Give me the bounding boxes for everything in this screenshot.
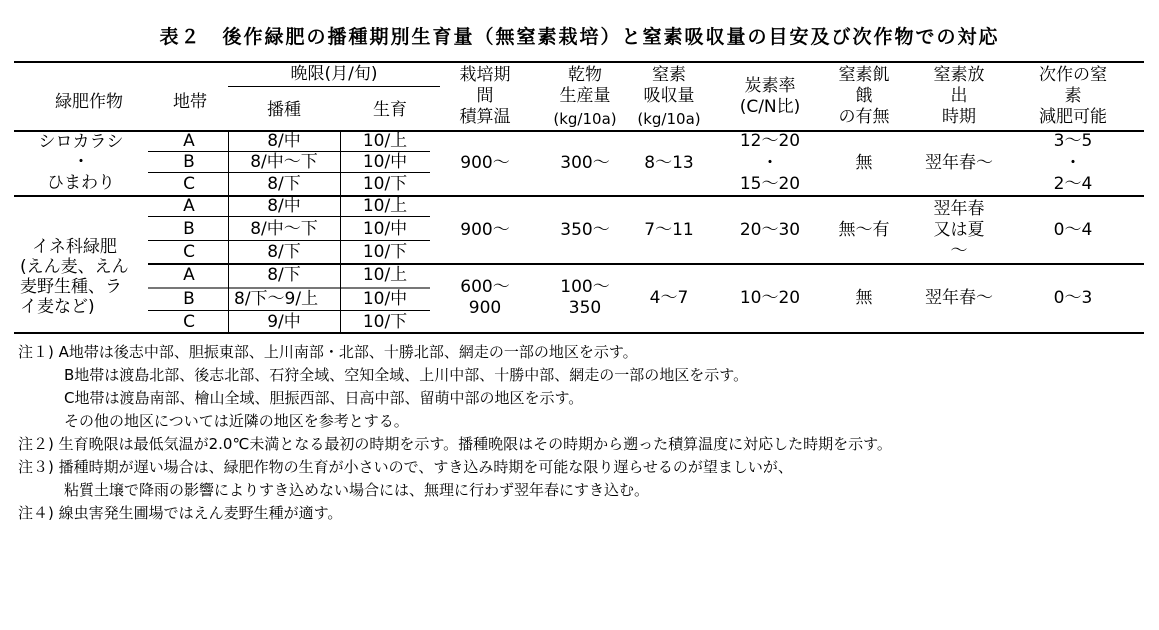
growth-cell: 10/下 — [362, 312, 408, 332]
growth-cell: 10/中 — [362, 219, 408, 239]
header-nitrogen-starvation: 餓 — [855, 86, 873, 106]
header-limit-group: 晩限(月/旬) — [290, 64, 378, 84]
header-dry-matter: 乾物 — [568, 65, 602, 85]
zone-cell: A — [183, 196, 195, 216]
header-dry-matter: 生産量 — [559, 86, 611, 106]
header-crop: 緑肥作物 — [55, 92, 123, 112]
nitrogen-release-cell: 〜 — [950, 241, 968, 261]
sowing-cell: 8/中〜下 — [250, 152, 318, 172]
fertilizer-reduction-cell: 0〜3 — [1053, 288, 1093, 308]
crop-name: シロカラシ — [38, 132, 124, 152]
sowing-cell: 8/下 — [267, 265, 301, 285]
zone-cell: B — [183, 152, 195, 172]
zone-cell: A — [183, 131, 195, 151]
sowing-cell: 9/中 — [267, 312, 301, 332]
note-line: 注２) 生育晩限は最低気温が2.0℃未満となる最初の時期を示す。播種晩限はその時期から遡った積算温度に対応した時期を示す。 — [18, 435, 892, 453]
header-fertilizer-reduction: 素 — [1064, 86, 1082, 106]
row-rule — [148, 216, 430, 217]
growth-cell: 10/下 — [362, 174, 408, 194]
note-line: B地帯は渡島北部、後志北部、石狩全域、空知全域、上川中部、十勝中部、網走の一部の地区を示す。 — [64, 366, 749, 384]
nitrogen-release-cell: 翌年春〜 — [925, 288, 993, 308]
header-nitrogen-release: 時期 — [942, 107, 976, 127]
header-cn-ratio: 炭素率 — [744, 76, 796, 96]
header-period: 栽培期 — [459, 65, 511, 85]
header-nitrogen-release: 窒素放 — [933, 65, 985, 85]
note-line: C地帯は渡島南部、檜山全域、胆振西部、日高中部、留萌中部の地区を示す。 — [64, 389, 584, 407]
header-period: 積算温 — [459, 107, 511, 127]
zone-cell: C — [183, 312, 195, 332]
cn-ratio-cell: 15〜20 — [739, 174, 801, 194]
sowing-cell: 8/下 — [267, 174, 301, 194]
nitrogen-uptake-cell: 8〜13 — [644, 153, 694, 173]
note-line: その他の地区については近隣の地区を参考とする。 — [64, 412, 409, 430]
zone-cell: C — [183, 174, 195, 194]
header-nitrogen-uptake: 窒素 — [652, 65, 686, 85]
row-rule — [148, 240, 430, 241]
crop-name: イネ科緑肥 — [32, 237, 117, 257]
crop-name: 麦野生種、ラ — [20, 277, 122, 297]
fertilizer-reduction-cell: 2〜4 — [1053, 174, 1093, 194]
zone-cell: A — [183, 265, 195, 285]
page-title: 表２ 後作緑肥の播種期別生育量（無窒素栽培）と窒素吸収量の目安及び次作物での対応 — [159, 26, 1000, 48]
header-nitrogen-starvation: 窒素飢 — [838, 65, 890, 85]
sowing-cell: 8/中 — [267, 131, 301, 151]
crop-name: イ麦など) — [20, 297, 95, 317]
crop-name: (えん麦、えん — [20, 257, 129, 277]
header-period: 間 — [476, 86, 494, 106]
dry-matter-cell: 100〜 — [560, 277, 610, 297]
fertilizer-reduction-cell: 3〜5 — [1053, 131, 1093, 151]
table-bottom-rule — [14, 332, 1144, 334]
growth-cell: 10/中 — [362, 289, 408, 309]
zone-cell: C — [183, 242, 195, 262]
header-fertilizer-reduction: 次作の窒 — [1039, 65, 1107, 85]
header-nitrogen-uptake-unit: (kg/10a) — [637, 110, 701, 128]
cn-ratio-cell: ・ — [761, 153, 779, 173]
cn-ratio-cell: 12〜20 — [739, 131, 801, 151]
growth-cell: 10/上 — [362, 196, 408, 216]
nitrogen-starvation-cell: 無〜有 — [838, 220, 890, 240]
header-sowing: 播種 — [267, 100, 301, 120]
nitrogen-starvation-cell: 無 — [855, 288, 873, 308]
period-cell: 600〜 — [460, 277, 510, 297]
header-zone: 地帯 — [173, 92, 207, 112]
dry-matter-cell: 350〜 — [560, 220, 610, 240]
nitrogen-uptake-cell: 7〜11 — [644, 220, 694, 240]
growth-cell: 10/上 — [362, 265, 408, 285]
note-line: 粘質土壌で降雨の影響によりすき込めない場合には、無理に行わず翌年春にすき込む。 — [64, 481, 650, 499]
crop-name: ・ — [72, 152, 90, 172]
growth-cell: 10/上 — [362, 131, 408, 151]
period-cell: 900 — [468, 298, 502, 318]
nitrogen-starvation-cell: 無 — [855, 153, 873, 173]
sowing-cell: 8/中 — [267, 196, 301, 216]
header-dry-matter-unit: (kg/10a) — [553, 110, 617, 128]
header-growth: 生育 — [373, 100, 407, 120]
nitrogen-release-cell: 翌年春〜 — [925, 153, 993, 173]
zone-cell: B — [183, 219, 195, 239]
row-rule — [148, 310, 430, 311]
header-nitrogen-release: 出 — [950, 86, 968, 106]
note-line: 注１) A地帯は後志中部、胆振東部、上川南部・北部、十勝北部、網走の一部の地区を示す。 — [18, 343, 638, 361]
nitrogen-uptake-cell: 4〜7 — [649, 288, 689, 308]
header-fertilizer-reduction: 減肥可能 — [1039, 107, 1107, 127]
dry-matter-cell: 300〜 — [560, 153, 610, 173]
growth-cell: 10/下 — [362, 242, 408, 262]
nitrogen-release-cell: 翌年春 — [933, 199, 985, 219]
note-line: 注４) 線虫害発生圃場ではえん麦野生種が適す。 — [18, 504, 343, 522]
header-nitrogen-starvation: の有無 — [838, 107, 890, 127]
row-rule — [148, 172, 430, 173]
note-line: 注３) 播種時期が遅い場合は、緑肥作物の生育が小さいので、すき込み時期を可能な限り遅らせるのが望ましいが、 — [18, 458, 793, 476]
period-cell: 900〜 — [460, 153, 510, 173]
sowing-cell: 8/下〜9/上 — [234, 289, 319, 309]
sowing-cell: 8/中〜下 — [250, 219, 318, 239]
period-cell: 900〜 — [460, 220, 510, 240]
zone-cell: B — [183, 289, 195, 309]
dry-matter-cell: 350 — [568, 298, 602, 318]
sowing-cell: 8/下 — [267, 242, 301, 262]
header-nitrogen-uptake: 吸収量 — [643, 86, 695, 106]
crop-name: ひまわり — [47, 173, 115, 193]
table-top-rule — [14, 61, 1144, 63]
limit-group-rule — [228, 86, 440, 87]
fertilizer-reduction-cell: 0〜4 — [1053, 220, 1093, 240]
growth-cell: 10/中 — [362, 152, 408, 172]
nitrogen-release-cell: 又は夏 — [933, 220, 985, 240]
cn-ratio-cell: 10〜20 — [739, 288, 801, 308]
header-cn-ratio: (C/N比) — [739, 97, 801, 117]
fertilizer-reduction-cell: ・ — [1064, 153, 1082, 173]
cn-ratio-cell: 20〜30 — [739, 220, 801, 240]
